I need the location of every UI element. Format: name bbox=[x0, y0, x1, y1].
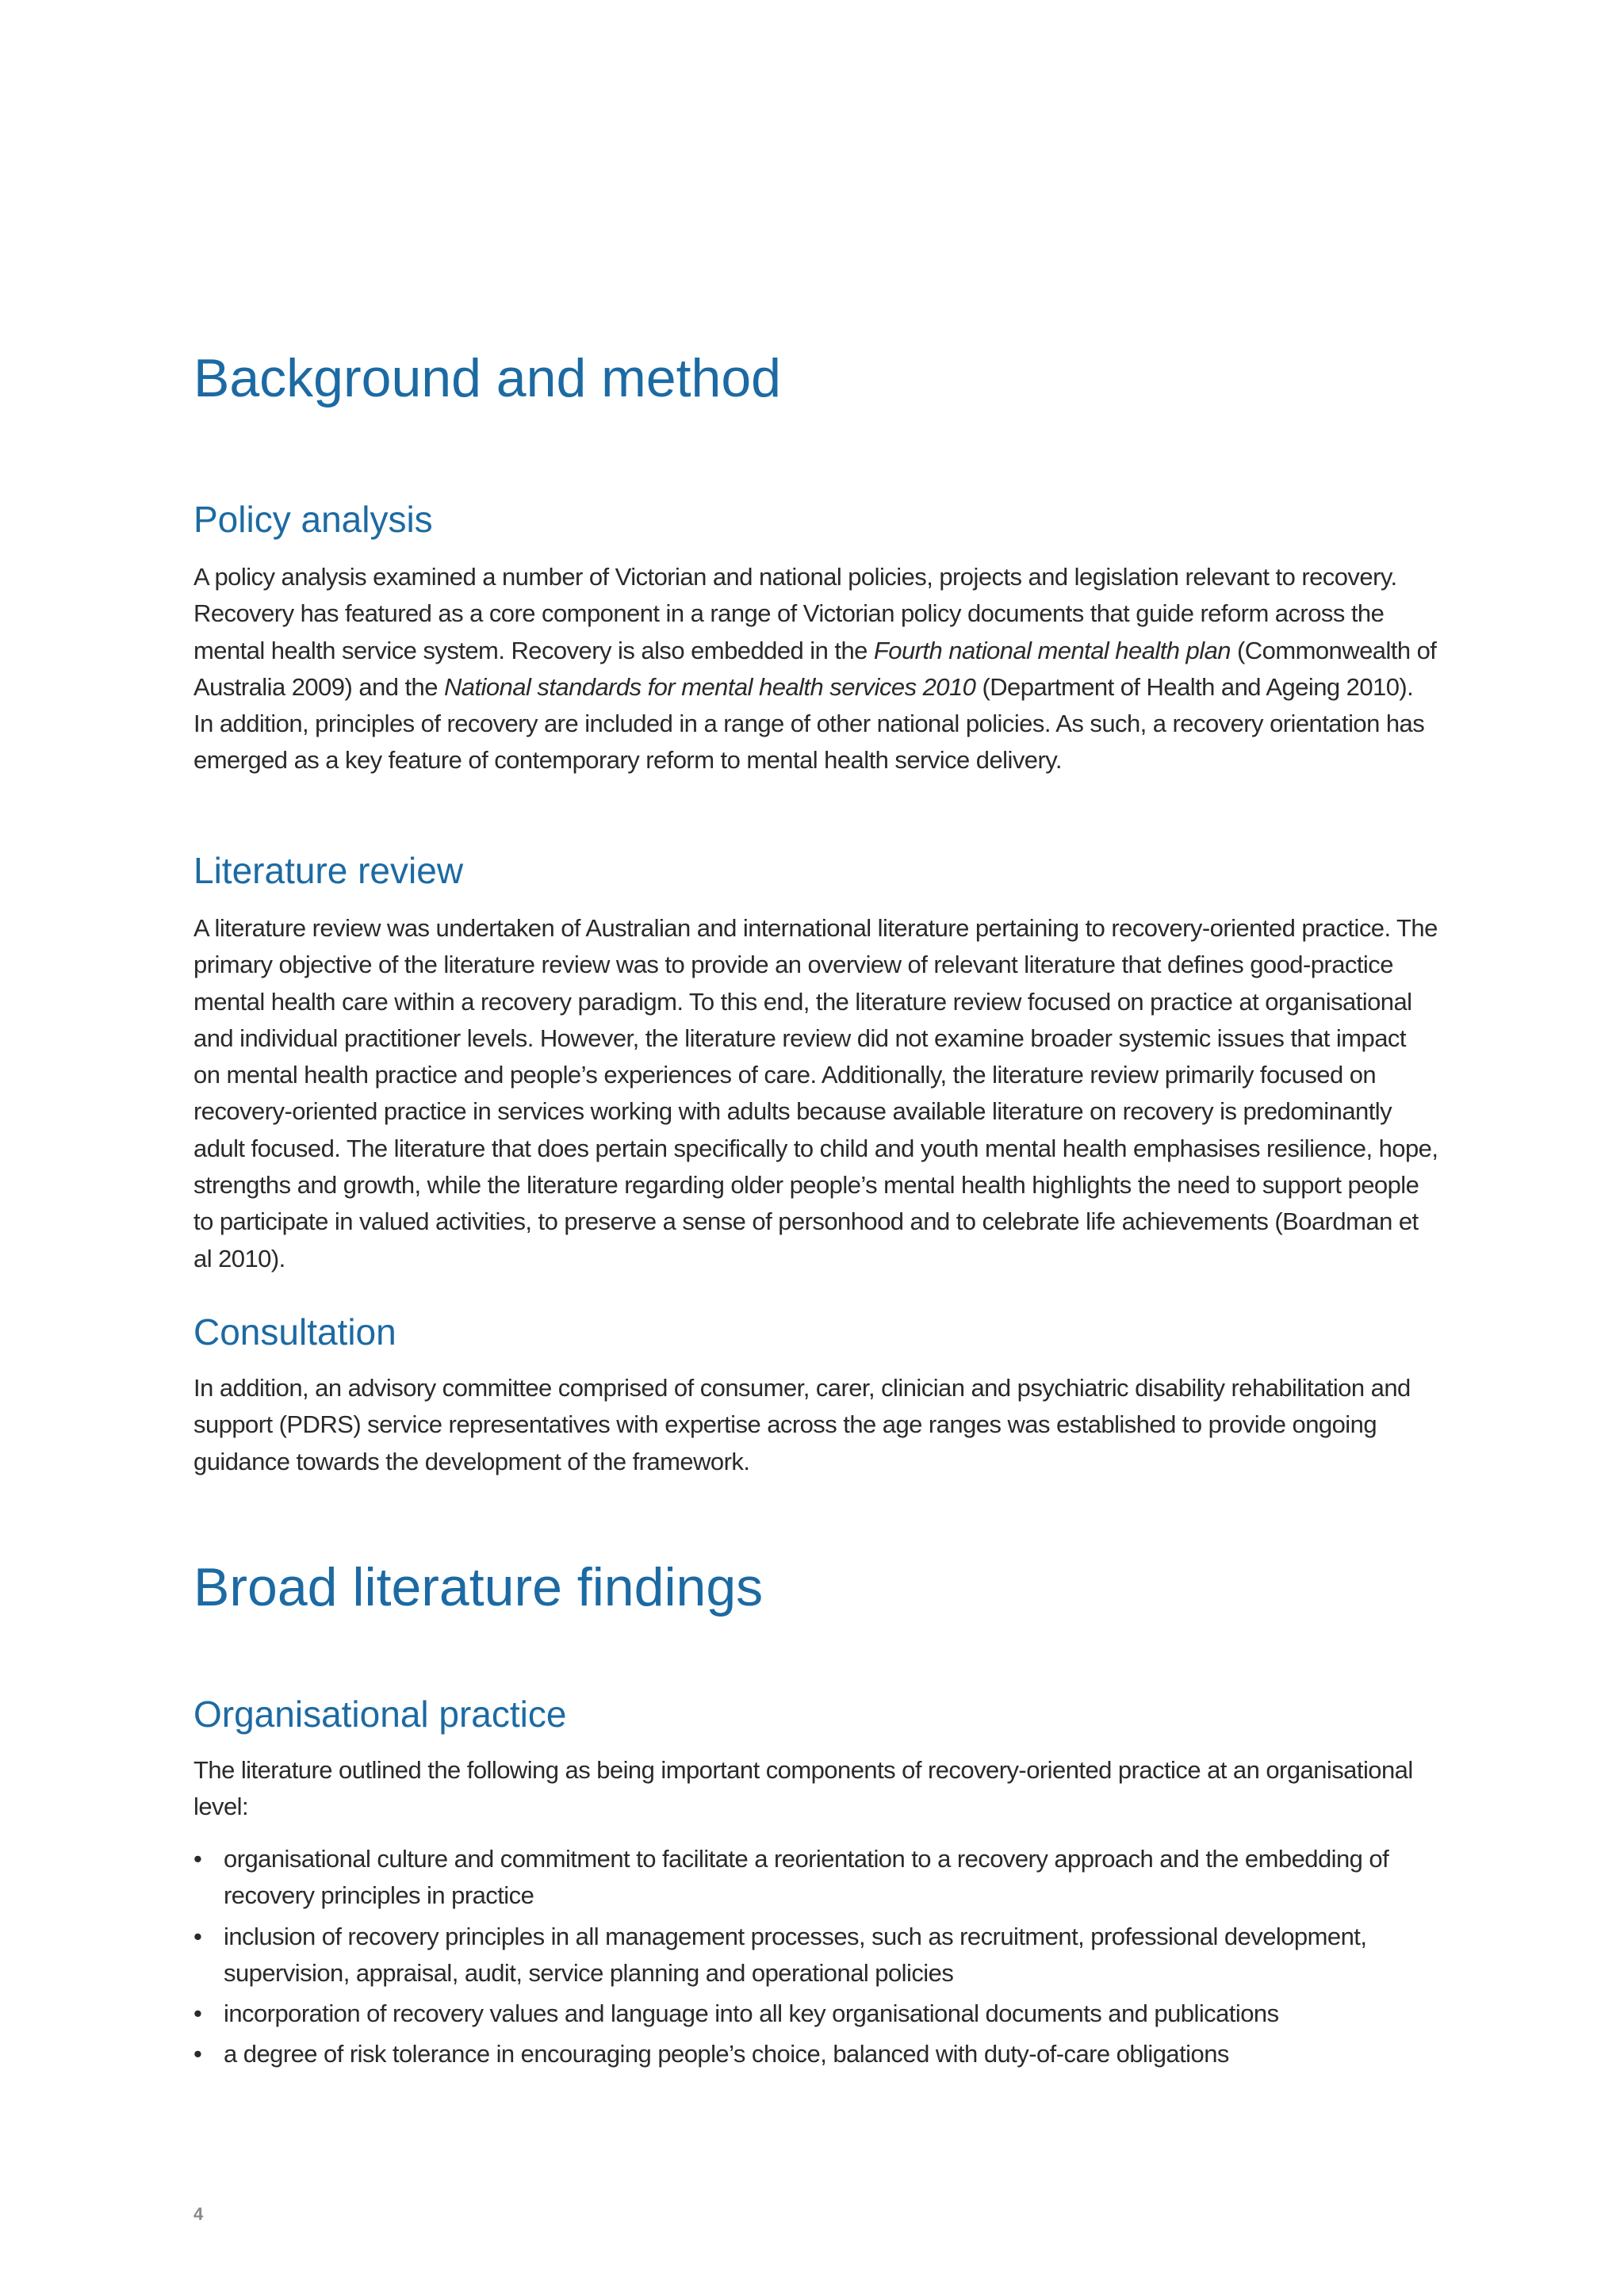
list-item-text: incorporation of recovery values and language into all key organisational documents and publications bbox=[224, 1999, 1279, 2028]
paragraph-consultation: In addition, an advisory committee comprised of consumer, carer, clinician and psychiatric disability rehabilitation and support (PDRS) service representatives with expertise across the age ranges was established to provide ongoing guidance towards the development of the framework. bbox=[193, 1374, 1411, 1475]
list-item-text: a degree of risk tolerance in encouraging people’s choice, balanced with duty-of-care obligations bbox=[224, 2040, 1229, 2068]
page-number: 4 bbox=[193, 2204, 204, 2224]
heading-consultation: Consultation bbox=[193, 1311, 396, 1353]
policy-italic-1: Fourth national mental health plan bbox=[873, 636, 1231, 664]
bullet-icon: • bbox=[193, 1999, 202, 2028]
paragraph-literature-review: A literature review was undertaken of Australian and international literature pertaining to recovery-oriented practice. The primary objective of the literature review was to provide an overview of relevant literature that defines good-practice mental health care within a recovery paradigm. To this end, the literature review focused on practice at organisational and individual practitioner levels. However, the literature review did not examine broader systemic issues that impact on mental health practice and people’s experiences of care. Additionally, the literature review primarily focused on recovery-oriented practice in services working with adults because available literature on recovery is predominantly adult focused. The literature that does pertain specifically to child and youth mental health emphasises resilience, hope, strengths and growth, while the literature regarding older people’s mental health highlights the need to support people to participate in valued activities, to preserve a sense of personhood and to celebrate life achievements (Boardman et al 2010). bbox=[193, 914, 1438, 1272]
bullet-icon: • bbox=[193, 2040, 202, 2068]
bullet-icon: • bbox=[193, 1845, 202, 1873]
paragraph-organisational-intro: The literature outlined the following as being important components of recovery-oriented practice at an organisational level: bbox=[193, 1756, 1413, 1821]
list-item bbox=[193, 1919, 1438, 1992]
bullet-icon: • bbox=[193, 1922, 202, 1950]
list-item-text: organisational culture and commitment to facilitate a reorientation to a recovery approach and the embedding of recovery principles in practice bbox=[224, 1845, 1389, 1910]
list-item bbox=[193, 1996, 1438, 2032]
policy-text-1: A policy analysis examined a number of Victorian and national policies, projects and legislation relevant to recovery. Recovery has featured as a core component in a range of Victorian policy documents that guide reform across the mental health service system. Recovery is also embedded in the bbox=[193, 563, 1397, 664]
paragraph-policy-analysis bbox=[193, 559, 1438, 779]
policy-italic-2: National standards for mental health services 2010 bbox=[443, 672, 976, 701]
list-item bbox=[193, 2036, 1438, 2072]
policy-text-2: (Commonwealth of Australia 2009) and the bbox=[193, 636, 1437, 701]
section-title-broad-findings: Broad literature findings bbox=[193, 1557, 764, 1617]
heading-organisational-practice: Organisational practice bbox=[193, 1693, 567, 1735]
list-item-text: inclusion of recovery principles in all management processes, such as recruitment, professional development, supervision, appraisal, audit, service planning and operational policies bbox=[224, 1922, 1367, 1987]
section-title-background: Background and method bbox=[193, 348, 781, 408]
heading-policy-analysis: Policy analysis bbox=[193, 499, 433, 540]
list-item bbox=[193, 1841, 1438, 1915]
policy-text-3: (Department of Health and Ageing 2010). In addition, principles of recovery are included in a range of other national policies. As such, a recovery orientation has emerged as a key feature of contemporary reform to mental health service delivery. bbox=[193, 672, 1425, 775]
organisational-bullet-list bbox=[193, 1841, 1438, 2077]
heading-literature-review: Literature review bbox=[193, 850, 464, 891]
